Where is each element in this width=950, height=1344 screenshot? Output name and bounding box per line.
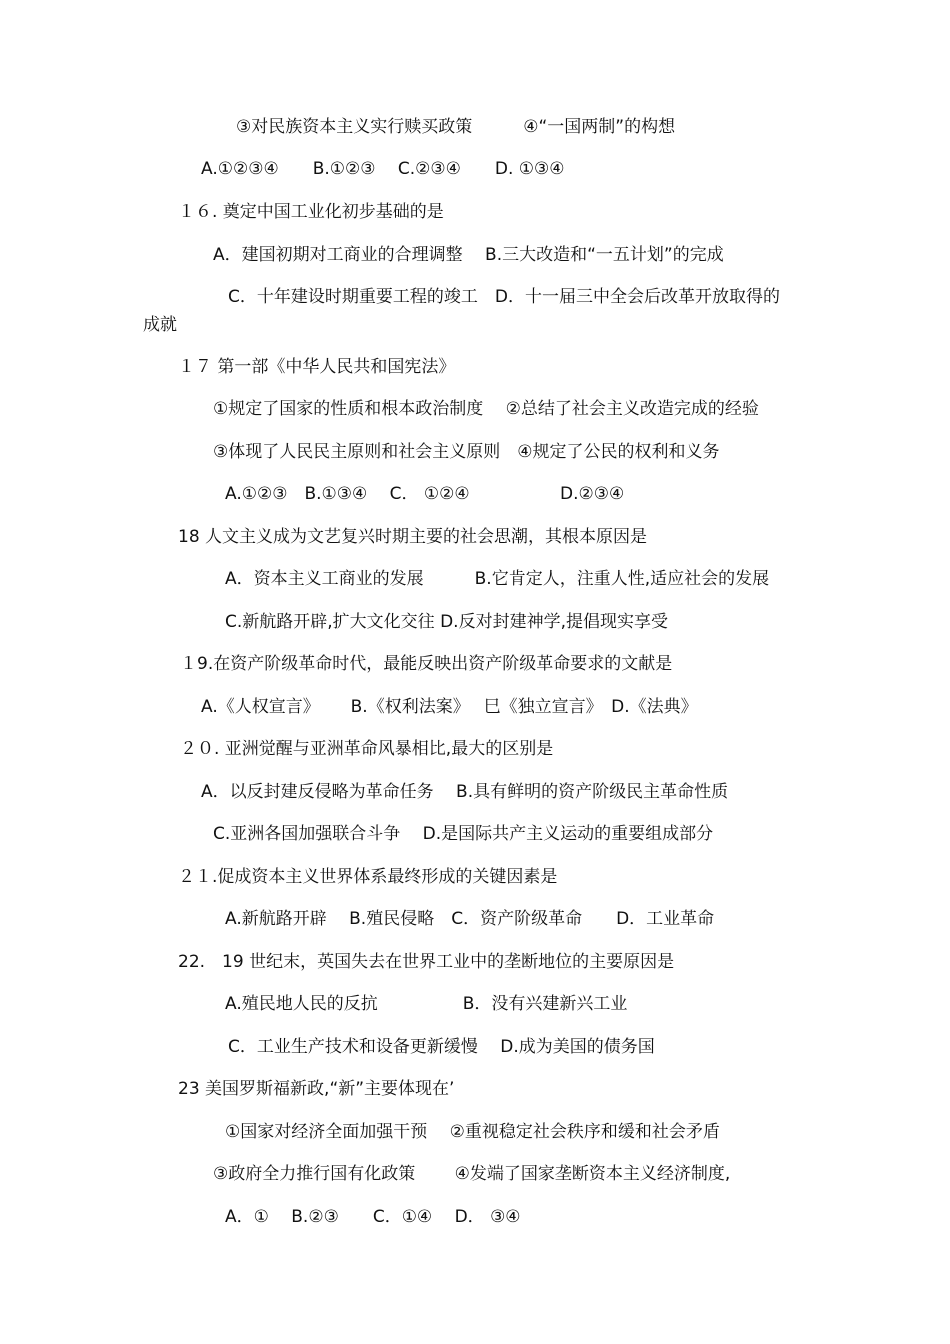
q18-options-ab: A．资本主义工商业的发展 B.它肯定人，注重人性,适应社会的发展 xyxy=(225,569,770,589)
q21-question: ２１.促成资本主义世界体系最终形成的关键因素是 xyxy=(178,867,558,887)
q16-question: １６. 奠定中国工业化初步基础的是 xyxy=(178,202,444,222)
q19-options: A.《人权宣言》 B.《权利法案》 巳《独立宣言》 D.《法典》 xyxy=(201,697,698,717)
q17-statements-1-2: ①规定了国家的性质和根本政治制度 ②总结了社会主义改造完成的经验 xyxy=(213,399,759,419)
q20-options-ab: A．以反封建反侵略为革命任务 B.具有鲜明的资产阶级民主革命性质 xyxy=(201,782,729,802)
q19-question: １9.在资产阶级革命时代，最能反映出资产阶级革命要求的文献是 xyxy=(180,654,673,674)
q17-statements-3-4: ③体现了人民民主原则和社会主义原则 ④规定了公民的权利和义务 xyxy=(213,442,720,462)
q23-statements-3-4: ③政府全力推行国有化政策 ④发端了国家垄断资本主义经济制度, xyxy=(213,1164,731,1184)
q22-question: 22. 19 世纪末，英国失去在世界工业中的垄断地位的主要原因是 xyxy=(178,952,675,972)
q17-answers: A.①②③ B.①③④ C． ①②④ D.②③④ xyxy=(225,484,625,504)
q20-options-cd: C.亚洲各国加强联合斗争 D.是国际共产主义运动的重要组成部分 xyxy=(213,824,714,844)
q22-options-cd: C．工业生产技术和设备更新缓慢 D.成为美国的债务国 xyxy=(228,1037,655,1057)
q21-options: A.新航路开辟 B.殖民侵略 C．资产阶级革命 D．工业革命 xyxy=(225,909,715,929)
q23-answers: A．① B.②③ C．①④ D． ③④ xyxy=(225,1207,521,1227)
q23-question: 23 美国罗斯福新政,“新”主要体现在’ xyxy=(178,1079,455,1099)
q16-options-cd-continued: 成就 xyxy=(143,315,177,335)
q18-options-cd: C.新航路开辟,扩大文化交往 D.反对封建神学,提倡现实享受 xyxy=(225,612,668,632)
q15-option-3-4: ③对民族资本主义实行赎买政策 ④“一国两制”的构想 xyxy=(236,117,676,137)
q15-answers: A.①②③④ B.①②③ C.②③④ D. ①③④ xyxy=(201,159,565,179)
q22-options-ab: A.殖民地人民的反抗 B．没有兴建新兴工业 xyxy=(225,994,628,1014)
q16-options-ab: A．建国初期对工商业的合理调整 B.三大改造和“一五计划”的完成 xyxy=(213,245,724,265)
q17-question: １７ 第一部《中华人民共和国宪法》 xyxy=(178,357,456,377)
q20-question: ２０. 亚洲觉醒与亚洲革命风暴相比,最大的区别是 xyxy=(180,739,554,759)
q16-options-cd: C．十年建设时期重要工程的竣工 D．十一届三中全会后改革开放取得的 xyxy=(228,287,780,307)
q23-statements-1-2: ①国家对经济全面加强干预 ②重视稳定社会秩序和缓和社会矛盾 xyxy=(225,1122,720,1142)
q18-question: 18 人文主义成为文艺复兴时期主要的社会思潮，其根本原因是 xyxy=(178,527,648,547)
